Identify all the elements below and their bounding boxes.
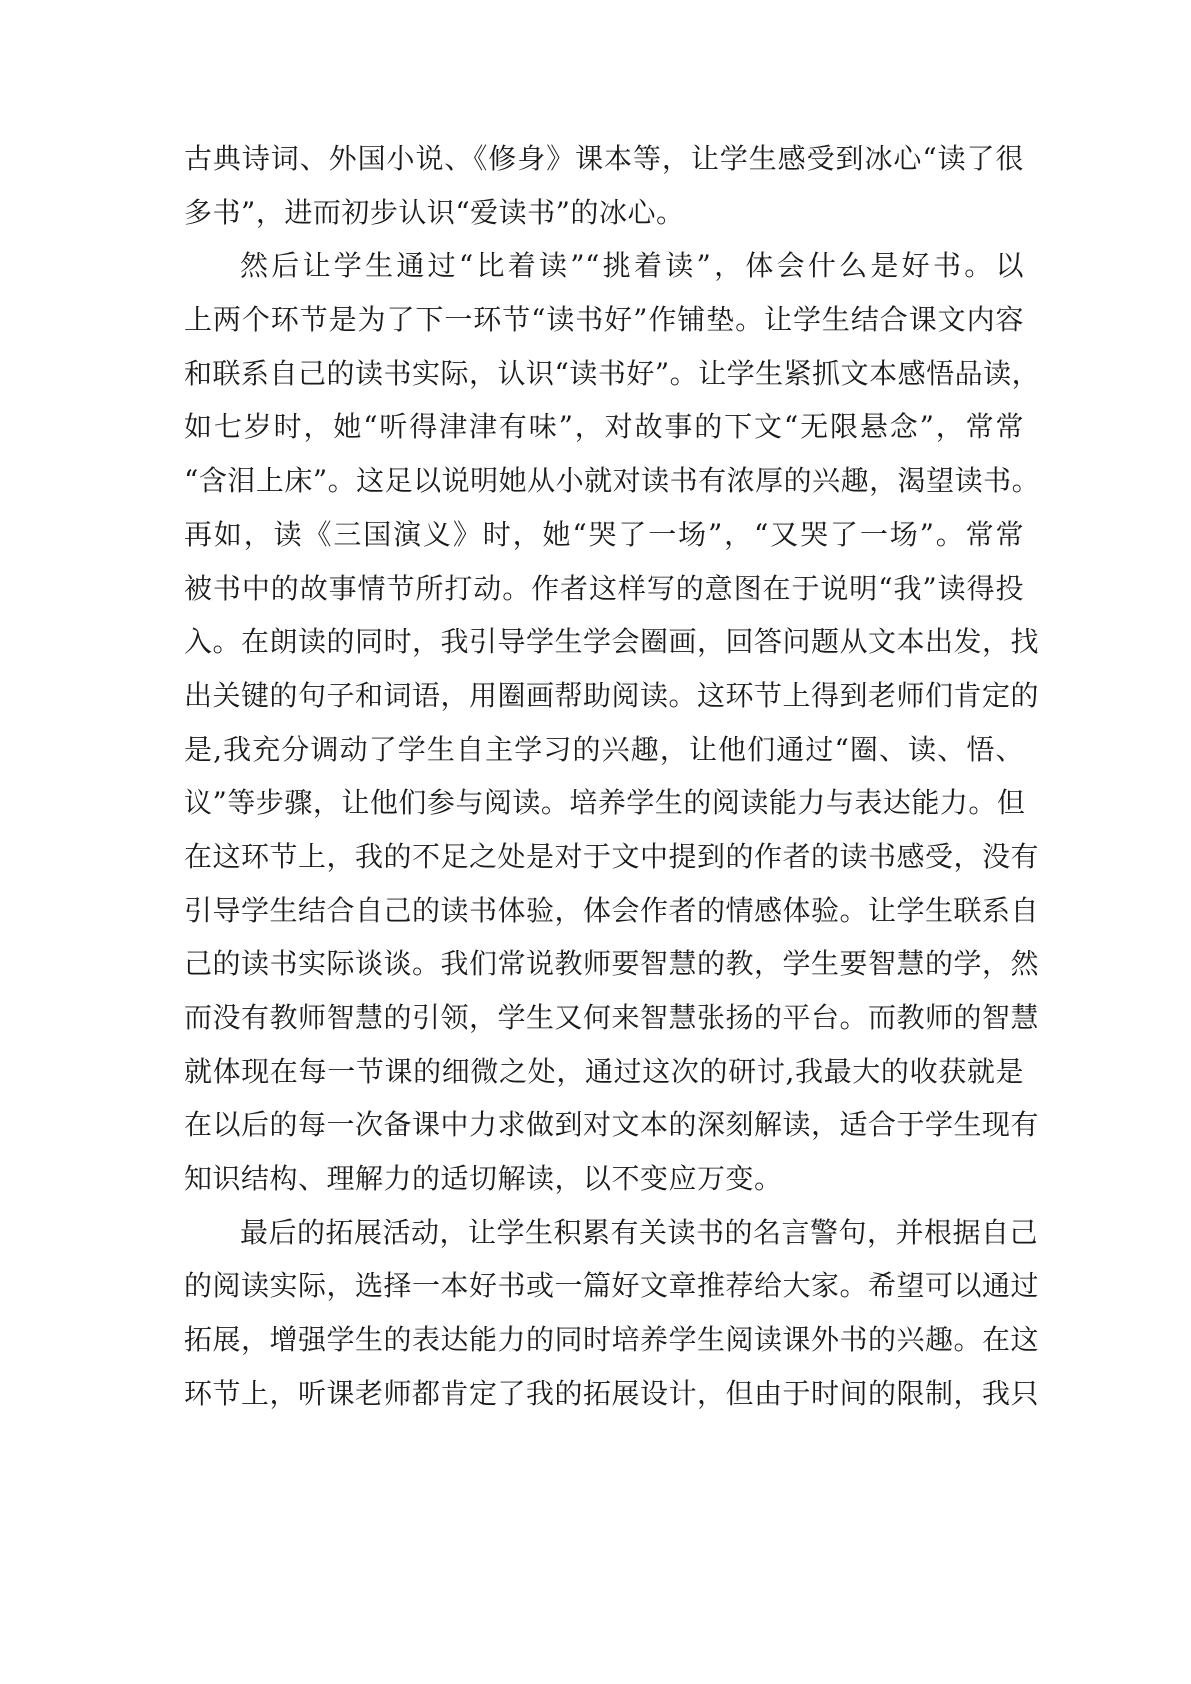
text-line: 是,我充分调动了学生自主学习的兴趣，让他们通过“圈、读、悟、	[184, 732, 1024, 766]
text-line: 议”等步骤，让他们参与阅读。培养学生的阅读能力与表达能力。但	[184, 786, 1026, 820]
text-line: 如七岁时，她“听得津津有味”，对故事的下文“无限悬念”，常常	[184, 410, 1024, 444]
text-line: 多书”，进而初步认识“爱读书”的冰心。	[184, 195, 685, 229]
text-line: “含泪上床”。这足以说明她从小就对读书有浓厚的兴趣，渴望读书。	[184, 464, 1041, 498]
text-line: 在这环节上，我的不足之处是对于文中提到的作者的读书感受，没有	[184, 839, 1040, 873]
text-line: 然后让学生通过“比着读”“挑着读”，体会什么是好书。以	[240, 249, 1024, 283]
document-body	[184, 132, 1041, 1421]
text-line: 就体现在每一节课的细微之处，通过这次的研讨,我最大的收获就是	[184, 1054, 1024, 1088]
paragraph-1	[184, 132, 1024, 239]
text-line: 己的读书实际谈谈。我们常说教师要智慧的教，学生要智慧的学，然	[184, 947, 1040, 981]
text-line: 古典诗词、外国小说、《修身》课本等，让学生感受到冰心“读了很	[184, 142, 1024, 175]
text-line: 引导学生结合自己的读书体验，体会作者的情感体验。让学生联系自	[184, 893, 1040, 927]
text-line: 的阅读实际，选择一本好书或一篇好文章推荐给大家。希望可以通过	[184, 1269, 1040, 1303]
text-line: 入。在朗读的同时，我引导学生学会圈画，回答问题从文本出发，找	[184, 625, 1040, 659]
paragraph-3	[184, 1206, 1040, 1421]
text-line: 环节上，听课老师都肯定了我的拓展设计，但由于时间的限制，我只	[184, 1376, 1040, 1410]
text-line: 在以后的每一次备课中力求做到对文本的深刻解读，适合于学生现有	[184, 1108, 1040, 1142]
text-line: 上两个环节是为了下一环节“读书好”作铺垫。让学生结合课文内容	[184, 303, 1024, 337]
text-line: 最后的拓展活动，让学生积累有关读书的名言警句，并根据自己	[240, 1215, 1039, 1249]
text-line: 而没有教师智慧的引领，学生又何来智慧张扬的平台。而教师的智慧	[184, 1001, 1040, 1034]
text-line: 被书中的故事情节所打动。作者这样写的意图在于说明“我”读得投	[184, 571, 1024, 605]
paragraph-2	[184, 239, 1041, 1205]
text-line: 再如，读《三国演义》时，她“哭了一场”，“又哭了一场”。常常	[184, 517, 1024, 551]
text-line: 知识结构、理解力的适切解读，以不变应万变。	[184, 1162, 783, 1196]
text-line: 拓展，增强学生的表达能力的同时培养学生阅读课外书的兴趣。在这	[184, 1323, 1040, 1357]
text-line: 和联系自己的读书实际，认识“读书好”。让学生紧抓文本感悟品读，	[184, 356, 1041, 390]
text-line: 出关键的句子和词语，用圈画帮助阅读。这环节上得到老师们肯定的	[184, 678, 1040, 712]
